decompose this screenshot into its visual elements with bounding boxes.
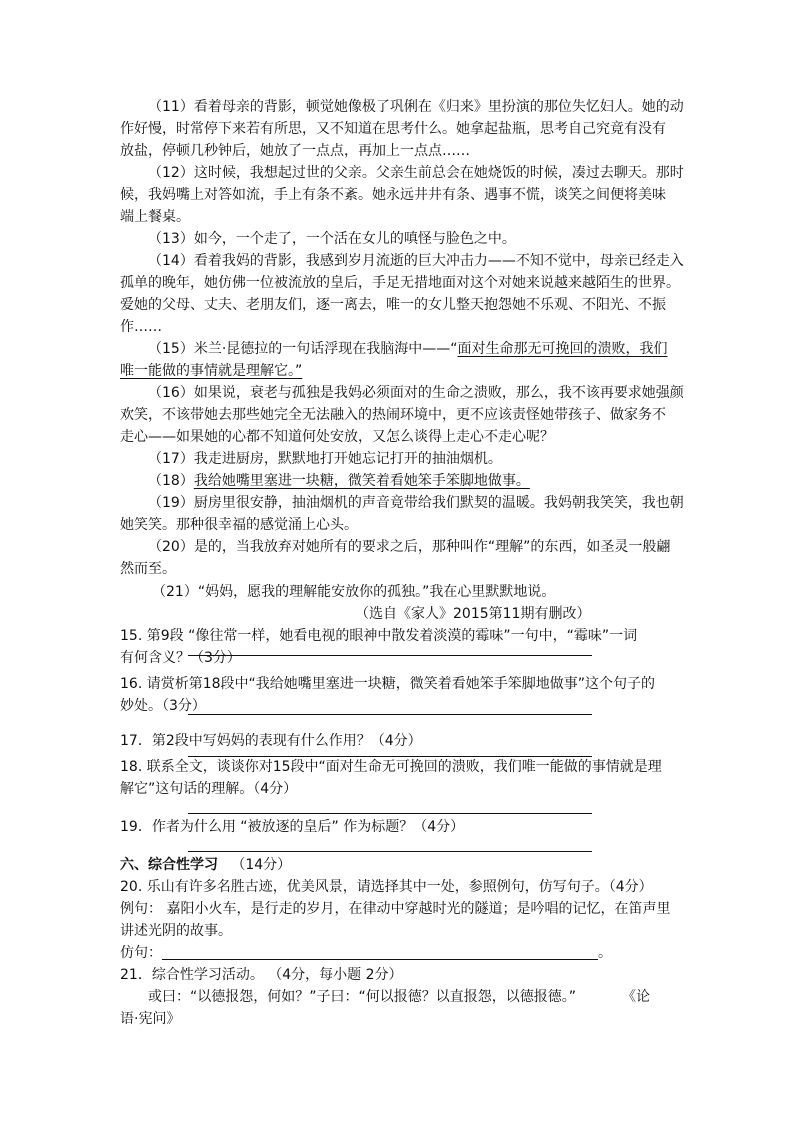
para-19-line-1: （19）厨房里很安静，抽油烟机的声音竟带给我们默契的温暖。我妈朝我笑笑，我也朝 (148, 495, 684, 511)
para-11-line-1: （11）看着母亲的背影，顿觉她像极了巩俐在《归来》里扮演的那位失忆妇人。她的动 (148, 99, 684, 115)
para-18 (148, 470, 530, 492)
imitate-label: 仿句： (120, 945, 162, 961)
para-13: （13）如今，一个走了，一个活在女儿的嗔怪与脸色之中。 (148, 231, 516, 247)
para-14-line-1: （14）看着我妈的背影，我感到岁月流逝的巨大冲击力——不知不觉中，母亲已经走入 (148, 253, 684, 269)
answer-line-19[interactable] (188, 851, 592, 852)
answer-line-15[interactable] (188, 655, 592, 656)
quote-line-1 (148, 986, 650, 1008)
para-18-number: （18） (148, 473, 194, 489)
question-19: 19．作者为什么用 “被放逐的皇后” 作为标题？（4分） (120, 819, 465, 835)
example-line-1: 例句： 嘉阳小火车，是行走的岁月，在律动中穿越时光的隧道；是吟唱的记忆，在笛声里 (120, 901, 671, 917)
question-16-line-2: 妙处。（3分） (120, 698, 206, 714)
para-15-quote-underlined: 面对生命那无可挽回的溃败，我们 (457, 341, 668, 357)
para-15-line-2: 唯一能做的事情就是理解它。” (120, 363, 303, 379)
para-14-line-2: 孤单的晚年，她仿佛一位被流放的皇后，手足无措地面对这个对她来说越来越陌生的世界。 (120, 275, 680, 291)
quote-source-start: 《论 (622, 989, 651, 1005)
para-20-line-2: 然而至。 (120, 561, 176, 577)
question-15-line-2: 有何含义？（3分） (120, 650, 241, 666)
question-18-line-2: 解它”这句话的理解。（4分） (120, 781, 298, 797)
section-6-heading (120, 854, 291, 876)
para-14-line-3: 爱她的父母、丈夫、老朋友们，逐一离去，唯一的女儿整天抱怨她不乐观、不阳光、不振 (120, 297, 666, 313)
para-17: （17）我走进厨房，默默地打开她忘记打开的抽油烟机。 (148, 451, 502, 467)
question-18-line-1: 18. 联系全文，谈谈你对15段中“面对生命无可挽回的溃败，我们唯一能做的事情就是理 (120, 759, 662, 775)
para-15-line-1 (148, 338, 668, 360)
question-20: 20. 乐山有许多名胜古迹，优美风景，请选择其中一处，参照例句，仿写句子。（4分） (120, 879, 653, 895)
para-20-line-1: （20）是的，当我放弃对她所有的要求之后，那种叫作“理解”的东西，如圣灵一般翩 (148, 539, 671, 555)
answer-line-16[interactable] (188, 714, 592, 715)
question-16-line-1: 16. 请赏析第18段中“我给她嘴里塞进一块糖，微笑着看她笨手笨脚地做事”这个句子的 (120, 676, 656, 692)
quote-line-2: 语·宪问》 (120, 1011, 181, 1027)
imitate-input-line[interactable] (162, 943, 598, 960)
para-15-intro: （15）米兰·昆德拉的一句话浮现在我脑海中——“ (148, 341, 458, 357)
question-21: 21．综合性学习活动。 （4分，每小题 2分） (120, 967, 403, 983)
quote-text: 或曰：“以德报怨，何如？”子曰：“何以报德？以直报怨，以德报德。” (148, 989, 577, 1005)
para-16-line-3: 走心——如果她的心都不知道何处安放，又怎么谈得上走心不走心呢？ (120, 429, 554, 445)
para-16-line-2: 欢笑，不该带她去那些她完全无法融入的热闹环境中，更不应该责怪她带孩子、做家务不 (120, 407, 666, 423)
para-19-line-2: 她笑笑。那种很幸福的感觉涌上心头。 (120, 517, 358, 533)
para-12-line-1: （12）这时候，我想起过世的父亲。父亲生前总会在她烧饭的时候，凑过去聊天。那时 (148, 165, 684, 181)
para-11-line-3: 放盐，停顿几秒钟后，她放了一点点，再加上一点点…… (120, 143, 470, 159)
section-6-points: （14分） (231, 857, 292, 873)
para-18-underlined: 我给她嘴里塞进一块糖，微笑着看她笨手笨脚地做事。 (193, 473, 530, 489)
section-6-title: 六、综合性学习 (120, 857, 218, 873)
imitate-row (120, 942, 612, 964)
para-14-line-4: 作…… (120, 319, 162, 335)
answer-line-18[interactable] (188, 813, 592, 814)
imitate-end: 。 (598, 945, 612, 961)
para-21: （21）“妈妈，愿我的理解能安放你的孤独。”我在心里默默地说。 (152, 584, 556, 600)
para-16-line-1: （16）如果说，衰老与孤独是我妈必须面对的生命之溃败，那么，我不该再要求她强颜 (148, 385, 684, 401)
para-12-line-2: 候，我妈嘴上对答如流，手上有条不紊。她永远井井有条、遇事不慌，谈笑之间便将美味 (120, 187, 666, 203)
question-17: 17．第2段中写妈妈的表现有什么作用？（4分） (120, 733, 422, 749)
example-line-2: 讲述光阴的故事。 (120, 923, 232, 939)
para-12-line-3: 端上餐桌。 (120, 209, 190, 225)
para-11-line-2: 作好慢，时常停下来若有所思，又不知道在思考什么。她拿起盐瓶，思考自己究竟有没有 (120, 121, 666, 137)
question-15-line-1: 15. 第9段 “像往常一样，她看电视的眼神中散发着淡漠的霉味”一句中，“霉味”一词 (120, 628, 638, 644)
source-note: （选自《家人》2015第11期有删改） (355, 606, 591, 622)
